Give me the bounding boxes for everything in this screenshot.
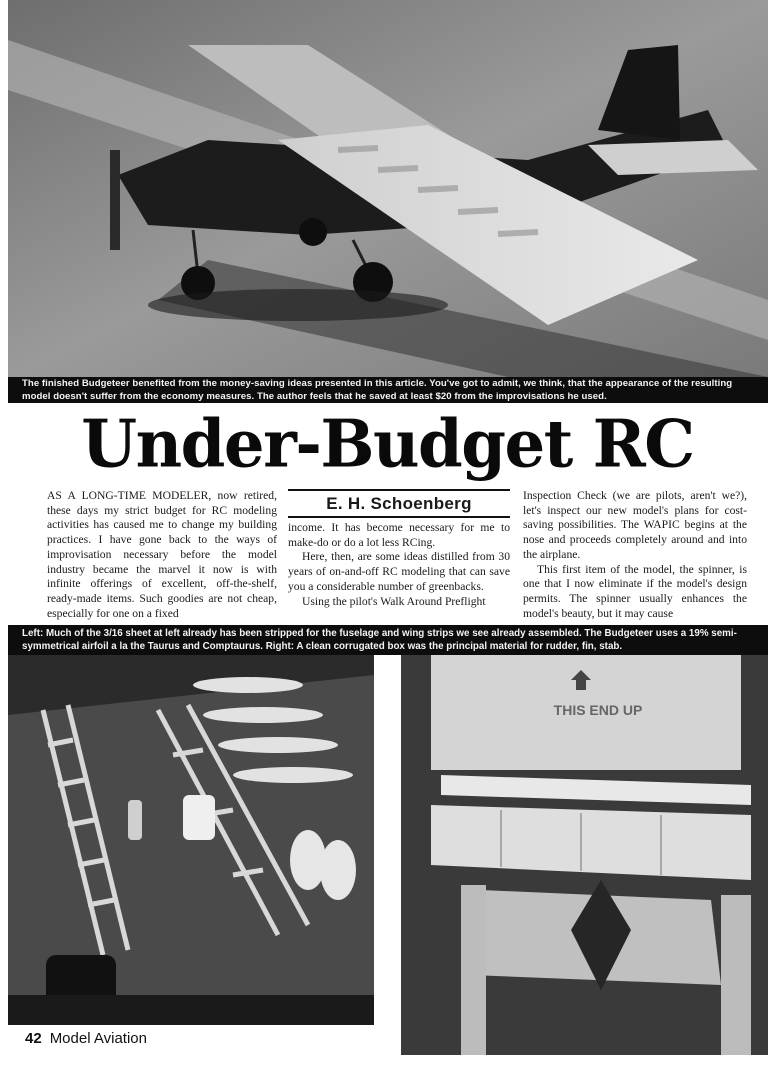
body-column-2 bbox=[288, 489, 510, 609]
paragraph: Using the pilot's Walk Around Preflight bbox=[302, 594, 486, 608]
body-column-1 bbox=[47, 489, 277, 621]
paragraph: This first item of the model, the spinner, is one that I now eliminate if the model's design permits. The spinner usually enhances the model's beauty, but it may cause bbox=[523, 562, 747, 620]
paragraph: AS A LONG-TIME MODELER, now retired, these days my strict budget for RC modeling activities has caused me to change my building practices. I have gone back to the ways of improvisation necessary before the model industry became the marvel it now is with infinite offerings of excellent, off-the-shelf, ready-made items. Such goodies are not cheap, especially for one on a fixed bbox=[47, 489, 277, 620]
paragraph: Here, then, are some ideas distilled from 30 years of on-and-off RC modeling that can save you a considerable number of greenbacks. bbox=[288, 550, 510, 593]
box-label-text: THIS END UP bbox=[553, 702, 643, 718]
paragraph: income. It has become necessary for me to make-do or do a lot less RCing. bbox=[288, 521, 510, 549]
page-number: 42 bbox=[25, 1030, 42, 1047]
publication-name: Model Aviation bbox=[49, 1030, 147, 1047]
article-headline: Under-Budget RC bbox=[81, 406, 694, 483]
airplane-photo bbox=[8, 0, 768, 377]
top-photo-caption: The finished Budgeteer benefited from the money-saving ideas presented in this article. You've got to admit, we think, that the appearance of the resulting model doesn't suffer from the economy measures. The author feels that he saved at least $20 from the improvisations he used. bbox=[8, 377, 768, 403]
middle-photo-caption: Left: Much of the 3/16 sheet at left already has been stripped for the fuselage and wing strips we see already assembled. The Budgeteer uses a 19% semi-symmetrical airfoil a la the Taurus and Comptaurus. Right: A clean corrugated box was the principal material for rudder, fin, stab. bbox=[8, 625, 768, 655]
corrugated-box-photo bbox=[401, 655, 768, 1055]
author-byline: E. H. Schoenberg bbox=[288, 489, 510, 518]
building-board-photo bbox=[8, 655, 374, 1025]
page-footer bbox=[25, 1030, 147, 1052]
paragraph: Inspection Check (we are pilots, aren't we?), let's inspect our new model's plans for cost-saving possibilities. The WAPIC begins at the nose and proceeds completely around and into the airplane. bbox=[523, 489, 747, 561]
body-column-3 bbox=[523, 489, 747, 621]
